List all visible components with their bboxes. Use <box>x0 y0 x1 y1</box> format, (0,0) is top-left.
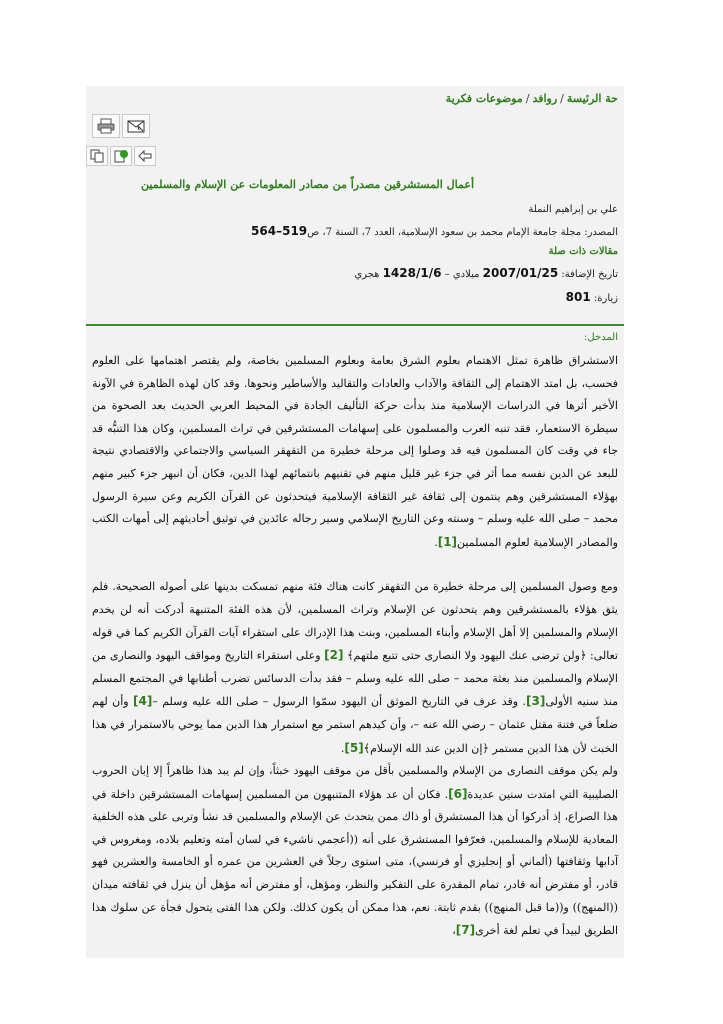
related-articles-link[interactable]: مقالات ذات صلة <box>548 246 618 257</box>
paragraph-text: ولم يكن موقف النصارى من الإسلام والمسلمين بأقل من موقف اليهود خبثاً، وإن لم يبد هذا ظاهراً إلا إبان الحروب الصليبية التي امتدت سنين عديدة <box>92 764 619 801</box>
article-toolbar <box>86 114 156 170</box>
article-author: علي بن إبراهيم النملة <box>528 204 618 215</box>
paragraph-text: الاستشراق ظاهرة تمثل الاهتمام بعلوم الشرق بعامة وبعلوم المسلمين بخاصة، ولم يقتصر اهتمامها على العلوم فحسب، بل امتد الاهتمام إلى الثقافة والآداب والعادات والتقاليد والأساطير ونحوها. وقد كان لهذه الظاهرة في الآونة الأخير أثرها في الدراسات الإسلامية منذ بدأت حركة التأليف الجادة في المحيط العربي الحديث بعد الصحوة من سيطرة الاستعمار، فقد تنبه العرب والمسلمون على إسهامات المستشرقين في تراث المسلمين، وكان هذا التنبُّه قد جاء في وقت كان المسلمون فيه قد وصلوا إلى مرحلة خطيرة من التقهقر السياسي والاجتماعي والاقتصادي نتيجة للبعد عن الدين نفسه مما أثر في جزء غير قليل منهم في تقنيهم بانتمائهم لهذا الدين، فكان أن انبهر جزء كبير منهم بهؤلاء المستشرقين وهم ينتمون إلى ثقافة غير الثقافة الإسلامية فيتحدثون عن القرآن الكريم وعن سيرة الرسول محمد – صلى الله عليه وسلم – وسنته وعن التاريخ الإسلامي وسير رجاله عائدين في توثيق أحاديثهم إلى أمهات الكتب والمصادر الإسلامية لعلوم المسلمين <box>92 354 618 549</box>
footnote-link[interactable]: [5] <box>344 740 364 755</box>
email-icon <box>127 118 145 134</box>
footnote-link[interactable]: [7] <box>455 923 476 938</box>
article-visits <box>566 290 618 304</box>
footnote-link[interactable]: [2] <box>324 648 344 663</box>
date-gregorian: 2007/01/25 <box>482 266 559 280</box>
breadcrumb-separator: / <box>525 92 530 105</box>
footnote-link[interactable]: [3] <box>525 694 546 709</box>
paragraph-text: . فكان أن عد هؤلاء المتنبهون من المسلمين إسهامات المستشرقين داخلة في هذا الصراع، إذ أدركوا أن هذا المستشرق أو ذاك ممن يتحدث عن الإسلام والمسلمين قد نشأ وتربى على هذه الخلفية المعادية للإسلام والمسلمين، فعرّفوا المستشرق على أنه ((أعجمي ناشيء في لسان أمته وتعليم بلاده، ومغروس في آدابها وثقافتها (ألماني أو إنجليزي أو فرنسي)، متى استوى رجلاً في العشرين من عمره أو الخامسة والعشرين فهو قادر، أو مفترض أنه قادر، تمام المقدرة على التفكير والنظر، ومؤهل، أو مفترض أنه مؤهل أن ينزل في ثقافته ميدان ((المنهج)) و((ما قبل المنهج)) بقدم ثابتة. نعم، هذا ممكن أن يكون كذلك. ولكن هذا الفتى يتحول فجأة عن سلوك هذا الطريق لبيدأ في تعلم لغة أخرى <box>92 787 618 938</box>
article-date <box>354 266 618 280</box>
add-bookmark-icon <box>114 149 128 163</box>
copy-button[interactable] <box>86 146 108 166</box>
paragraph: الاستشراق ظاهرة تمثل الاهتمام بعلوم الشرق بعامة وبعلوم المسلمين بخاصة، ولم يقتصر اهتمامها على العلوم فحسب، بل امتد الاهتمام إلى الثقافة والآداب والعادات والتقاليد والأساطير ونحوها. وقد كان لهذه الظاهرة في الآونة الأخير أثرها في الدراسات الإسلامية منذ بدأت حركة التأليف الجادة في المحيط العربي الحديث بعد الصحوة من سيطرة الاستعمار، فقد تنبه العرب والمسلمون على إسهامات المستشرقين في تراث المسلمين، وكان هذا التنبُّه قد جاء في وقت كان المسلمون فيه قد وصلوا إلى مرحلة خطيرة من التقهقر السياسي والاجتماعي والاقتصادي نتيجة للبعد عن الدين نفسه مما أثر في جزء غير قليل منهم في تقنيهم بانتمائهم لهذا الدين، فكان أن انبهر جزء كبير منهم بهؤلاء المستشرقين وهم ينتمون إلى ثقافة غير الثقافة الإسلامية فيتحدثون عن القرآن الكريم وعن سيرة الرسول محمد – صلى الله عليه وسلم – وسنته وعن التاريخ الإسلامي وسير رجاله عائدين في توثيق أحاديثهم إلى أمهات الكتب والمصادر الإسلامية لعلوم المسلمين[1]. <box>92 354 618 549</box>
paragraph-text: وأن لهم ضلعاً في فتنة مقتل عثمان – رضي الله عنه –، وأن كيدهم استمر مع استمرار هذا الدين مما يوحي بالاستمرار في هذا الخبث لأن هذا الدين مستمر ﴿إن الدين عند الله الإسلام﴾ <box>92 695 618 755</box>
paragraph-text: وعلى استقراء التاريخ ومواقف اليهود والنصارى من الإسلام والمسلمين منذ بعثة محمد – صلى الله عليه وسلم – فقد بدأت الدسائس تضرب أطنابها في المجتمع المسلم منذ سنيه الأولى <box>92 649 618 709</box>
article-title: أعمال المستشرقين مصدراً من مصادر المعلومات عن الإسلام والمسلمين <box>141 178 474 191</box>
article-page <box>86 86 624 958</box>
date-hijri-suffix: هجري <box>354 269 380 280</box>
source-pages: 519–564 <box>251 224 308 238</box>
paragraph-text: . وقد عرف في التاريخ الموثق أن اليهود سمّوا الرسول – صلى الله عليه وسلم – <box>152 695 526 709</box>
article-body <box>92 350 618 943</box>
date-gregorian-suffix: ميلادي – <box>444 269 480 280</box>
email-button[interactable] <box>122 114 150 138</box>
paragraph: ومع وصول المسلمين إلى مرحلة خطيرة من التقهقر كانت هناك فئة منهم تمسكت بدينها على أصوله الصحيحة. فلم يثق هؤلاء بالمستشرقين وهم يتحدثون عن الإسلام وتراث المسلمين، لأن هذه الفئة المتنبهة أدركت أنه لن يخدم الإسلام والمسلمين إلا أهل الإسلام وأبناء المسلمين، وبنت هذا الإدراك على استقراء آيات القرآن الكريم كما في قوله تعالى: ﴿ولن ترضى عنك اليهود ولا النصارى حتى تتبع ملتهم﴾ [2] وعلى استقراء التاريخ ومواقف اليهود والنصارى من الإسلام والمسلمين منذ بعثة محمد – صلى الله عليه وسلم – فقد بدأت الدسائس تضرب أطنابها في المجتمع المسلم منذ سنيه الأولى[3]. وقد عرف في التاريخ الموثق أن اليهود سمّوا الرسول – صلى الله عليه وسلم –[4] وأن لهم ضلعاً في فتنة مقتل عثمان – رضي الله عنه –، وأن كيدهم استمر مع استمرار هذا الدين مما يوحي بالاستمرار في هذا الخبث لأن هذا الدين مستمر ﴿إن الدين عند الله الإسلام﴾[5]. <box>92 580 618 755</box>
article-source <box>251 224 618 238</box>
paragraph: ولم يكن موقف النصارى من الإسلام والمسلمين بأقل من موقف اليهود خبثاً، وإن لم يبد هذا ظاهراً إلا إبان الحروب الصليبية التي امتدت سنين عديدة[6]. فكان أن عد هؤلاء المتنبهون من المسلمين إسهامات المستشرقين داخلة في هذا الصراع، إذ أدركوا أن هذا المستشرق أو ذاك ممن يتحدث عن الإسلام والمسلمين قد نشأ وتربى على هذه الخلفية المعادية للإسلام والمسلمين، فعرّفوا المستشرق على أنه ((أعجمي ناشيء في لسان أمته وتعليم بلاده، ومغروس في آدابها وثقافتها (ألماني أو إنجليزي أو فرنسي)، متى استوى رجلاً في العشرين من عمره أو الخامسة والعشرين فهو قادر، أو مفترض أنه قادر، تمام المقدرة على التفكير والنظر، ومؤهل، أو مفترض أنه مؤهل أن ينزل في ثقافته ميدان ((المنهج)) و((ما قبل المنهج)) بقدم ثابتة. نعم، هذا ممكن أن يكون كذلك. ولكن هذا الفتى يتحول فجأة عن سلوك هذا الطريق لبيدأ في تعلم لغة أخرى[7]، <box>92 764 619 938</box>
back-arrow-icon <box>138 149 152 163</box>
breadcrumb <box>446 92 618 105</box>
footnote-link[interactable]: [1] <box>437 534 458 549</box>
back-button[interactable] <box>134 146 156 166</box>
add-bookmark-button[interactable] <box>110 146 132 166</box>
date-label: تاريخ الإضافة: <box>561 269 618 280</box>
source-text: المصدر: مجلة جامعة الإمام محمد بن سعود الإسلامية، العدد 7، السنة 7، ص <box>307 227 618 238</box>
breadcrumb-category-link[interactable]: موضوعات فكرية <box>445 92 523 105</box>
date-hijri: 1428/1/6 <box>382 266 442 280</box>
print-icon <box>97 118 115 134</box>
breadcrumb-separator: / <box>560 92 564 105</box>
footnote-link[interactable]: [4] <box>133 694 153 709</box>
footnote-link[interactable]: [6] <box>448 786 468 801</box>
print-button[interactable] <box>92 114 120 138</box>
intro-label: المدخل: <box>584 332 618 343</box>
visits-label: زيارة: <box>593 293 618 304</box>
copy-icon <box>90 149 104 163</box>
divider <box>86 324 624 326</box>
breadcrumb-section-link[interactable]: روافد <box>532 92 558 105</box>
paragraph-text: ومع وصول المسلمين إلى مرحلة خطيرة من التقهقر كانت هناك فئة منهم تمسكت بدينها على أصوله الصحيحة. فلم يثق هؤلاء بالمستشرقين وهم يتحدثون عن الإسلام وتراث المسلمين، لأن هذه الفئة المتنبهة أدركت أنه لن يخدم الإسلام والمسلمين إلا أهل الإسلام وأبناء المسلمين، وبنت هذا الإدراك على استقراء آيات القرآن الكريم كما في قوله تعالى: ﴿ولن ترضى عنك اليهود ولا النصارى حتى تتبع ملتهم﴾ <box>92 580 618 663</box>
visits-count: 801 <box>565 290 591 304</box>
breadcrumb-home-link[interactable]: حة الرئيسة <box>566 92 618 105</box>
